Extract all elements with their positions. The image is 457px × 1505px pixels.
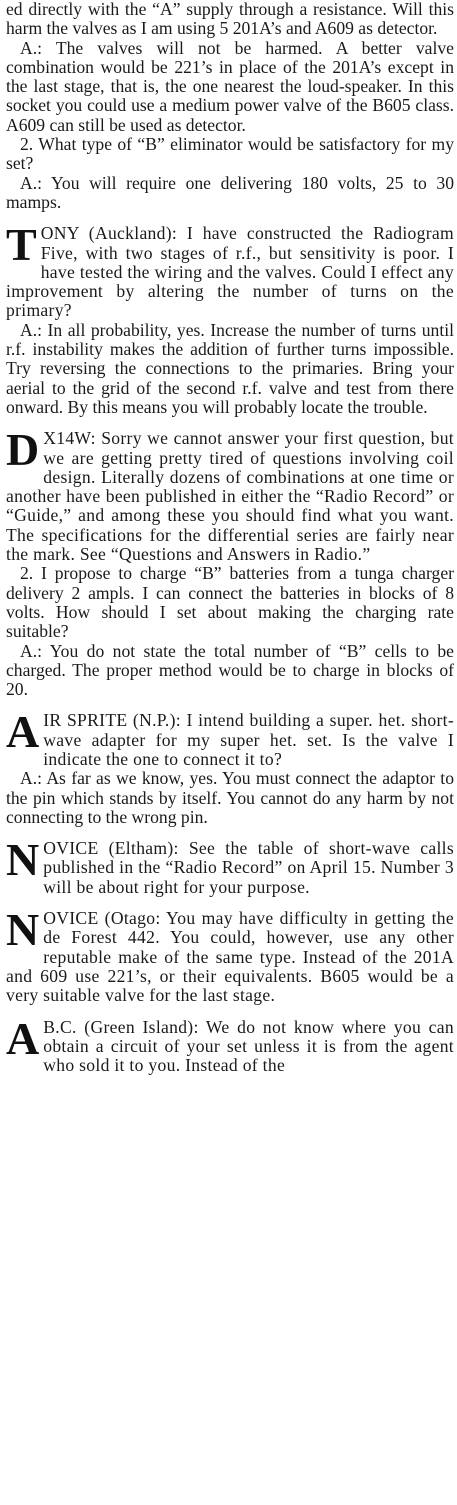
question-lead: B.C. (Green Island): We do not know where you can obtain a circuit of your set unless it is from the agent who sold it to you. Instead of the — [43, 1017, 454, 1076]
answer-text: A.: In all probability, yes. Increase the number of turns until r.f. instability makes the addition of further turns impossible. Try reversing the connections to the primaries. Bring your aerial to the grid of the second r.f. valve and test from there onward. By this means you will probably locate the trouble. — [6, 319, 454, 417]
answer-text: A.: As far as we know, yes. You must connect the adaptor to the pin which stands by itself. You cannot do any harm by not connecting to the wrong pin. — [6, 768, 454, 827]
qa-entry-continued — [6, 0, 454, 212]
answer-text: A.: The valves will not be harmed. A better valve combination would be 221’s in place of the 201A’s except in the last stage, that is, the one nearest the loud-speaker. In this socket you could use a medium power valve of the B605 class. A609 can still be used as detector. — [6, 37, 454, 135]
question-text: 2. What type of “B” eliminator would be satisfactory for my set? — [6, 134, 454, 174]
drop-cap: A — [6, 1017, 40, 1064]
question-lead: OVICE (Eltham): See the table of short-wave calls published in the “Radio Record” on April 15. Number 3 will be about right for your purpose. — [43, 839, 454, 897]
question-text — [6, 429, 454, 564]
qa-entry-air-sprite — [6, 711, 454, 827]
drop-cap: N — [6, 839, 40, 886]
qa-entry-novice-eltham — [6, 839, 454, 897]
drop-cap: A — [6, 711, 40, 758]
question-text: ed directly with the “A” supply through a resistance. Will this harm the valves as I am using 5 201A’s and A609 as detector. — [6, 0, 454, 39]
drop-cap: T — [6, 224, 37, 271]
drop-cap: N — [6, 909, 40, 956]
answer-text: A.: You will require one delivering 180 volts, 25 to 30 mamps. — [6, 172, 454, 212]
question-text: 2. I propose to charge “B” batteries from a tunga charger delivery 2 ampls. I can connect the batteries in blocks of 8 volts. How should I set about making the charging rate suitable? — [6, 563, 454, 642]
answer-text: A.: You do not state the total number of “B” cells to be charged. The proper method would be to charge in blocks of 20. — [6, 640, 454, 700]
question-lead: ONY (Auckland): I have constructed the Radiogram Five, with two stages of r.f., but sensitivity is poor. I have tested the wiring and the valves. Could I effect any improvement by altering the number of turns on the primary? — [6, 224, 454, 321]
question-text — [6, 224, 454, 320]
qa-entry-novice-otago — [6, 909, 454, 1005]
qa-entry-tony — [6, 224, 454, 417]
question-text — [6, 839, 454, 897]
question-lead: OVICE (Otago: You may have difficulty in getting the de Forest 442. You could, however, use any other reputable make of the same type. Instead of the 201A and 609 use 221’s, or their equivalents. B605 would be a very suitable valve for the last stage. — [6, 909, 454, 1006]
question-lead: IR SPRITE (N.P.): I intend building a super. het. short-wave adapter for my super het. set. Is the valve I indicate the one to connect it to? — [43, 711, 454, 769]
question-text — [6, 1018, 454, 1076]
question-lead: X14W: Sorry we cannot answer your first question, but we are getting pretty tired of questions involving coil design. Literally dozens of combinations at one time or another have been published in either the “Radio Record” or “Guide,” and among these you should find what you want. The specifications for the differential series are fairly near the mark. See “Questions and Answers in Radio.” — [6, 429, 454, 565]
drop-cap: D — [6, 429, 40, 476]
qa-entry-dx14w — [6, 429, 454, 699]
question-text — [6, 909, 454, 1005]
newspaper-column — [6, 0, 454, 1505]
qa-entry-bc-green-island — [6, 1018, 454, 1076]
question-text — [6, 711, 454, 769]
